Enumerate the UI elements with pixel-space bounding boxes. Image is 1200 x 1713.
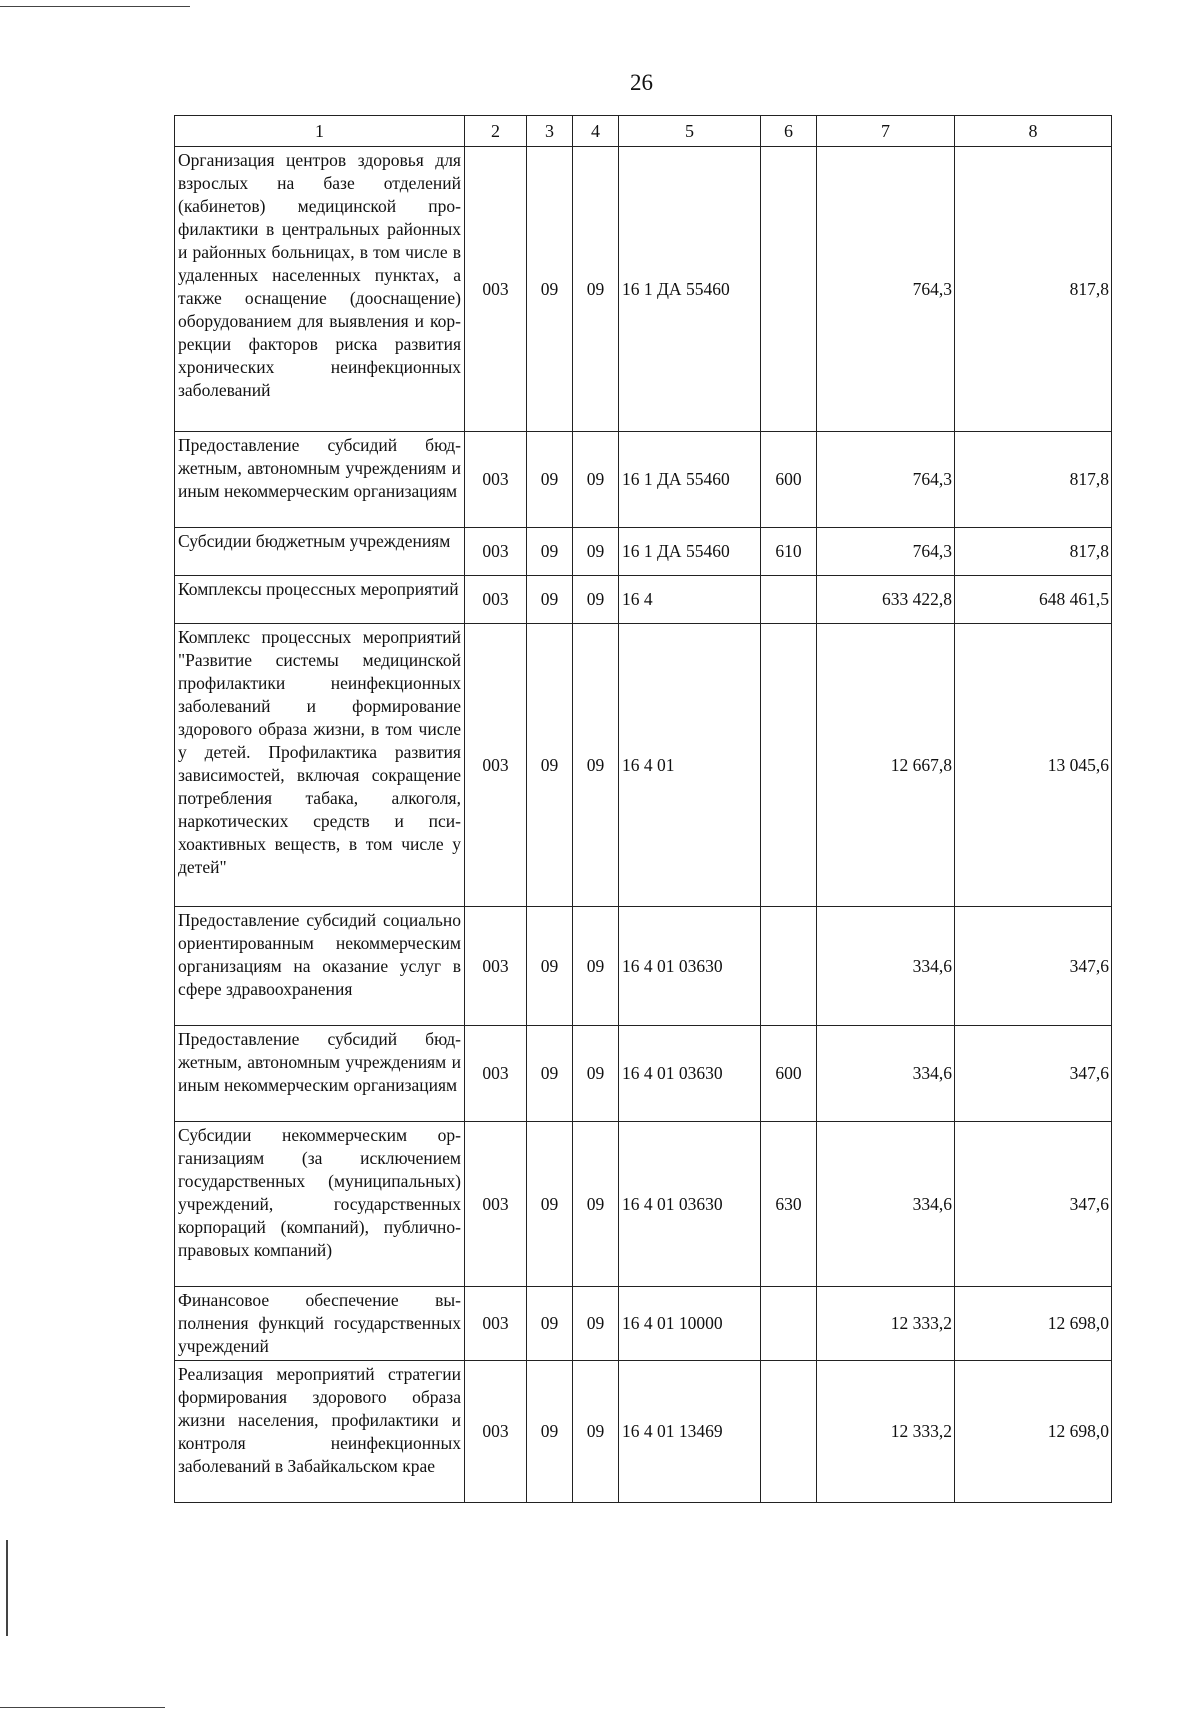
- expense-type-code: [761, 624, 817, 907]
- expense-type-code: [761, 907, 817, 1026]
- amount-col7: 764,3: [817, 432, 955, 528]
- table-row: [175, 576, 1112, 624]
- column-header-1: 1: [175, 116, 465, 147]
- row-name: Предоставление субсидий бюджетным, автономным учреждениям и иным некоммерческим организациям: [175, 432, 465, 528]
- left-scan-line: [6, 1540, 8, 1636]
- amount-col8: 12 698,0: [955, 1287, 1112, 1361]
- column-header-8: 8: [955, 116, 1112, 147]
- ministry-code: 003: [465, 528, 527, 576]
- target-article-code: 16 4 01 10000: [619, 1287, 761, 1361]
- column-header-7: 7: [817, 116, 955, 147]
- column-header-4: 4: [573, 116, 619, 147]
- target-article-code: 16 4 01 03630: [619, 1026, 761, 1122]
- subsection-code: 09: [573, 1026, 619, 1122]
- row-name: Субсидии бюджетным учреждениям: [175, 528, 465, 576]
- expense-type-code: 610: [761, 528, 817, 576]
- target-article-code: 16 4 01 03630: [619, 907, 761, 1026]
- ministry-code: 003: [465, 624, 527, 907]
- row-name: Субсидии некоммерческим организациям (за исключением государственных (муниципальных) учреждений, государственных корпораций (компаний), публично-правовых компаний): [175, 1122, 465, 1287]
- amount-col7: 334,6: [817, 1026, 955, 1122]
- table-row: [175, 1287, 1112, 1361]
- expense-type-code: 600: [761, 1026, 817, 1122]
- ministry-code: 003: [465, 147, 527, 432]
- table-row: [175, 1026, 1112, 1122]
- amount-col8: 817,8: [955, 528, 1112, 576]
- target-article-code: 16 4 01: [619, 624, 761, 907]
- section-code: 09: [527, 1287, 573, 1361]
- subsection-code: 09: [573, 528, 619, 576]
- ministry-code: 003: [465, 1361, 527, 1503]
- amount-col8: 347,6: [955, 907, 1112, 1026]
- amount-col7: 633 422,8: [817, 576, 955, 624]
- section-code: 09: [527, 1026, 573, 1122]
- ministry-code: 003: [465, 1026, 527, 1122]
- amount-col7: 334,6: [817, 1122, 955, 1287]
- expense-type-code: [761, 576, 817, 624]
- row-name: Предоставление субсидий социально ориентированным некоммерческим организациям на оказание услуг в сфере здравоохранения: [175, 907, 465, 1026]
- expense-type-code: [761, 1287, 817, 1361]
- row-name: Комплексы процессных мероприятий: [175, 576, 465, 624]
- subsection-code: 09: [573, 147, 619, 432]
- table-row: [175, 528, 1112, 576]
- target-article-code: 16 4 01 03630: [619, 1122, 761, 1287]
- table-row: [175, 147, 1112, 432]
- amount-col8: 13 045,6: [955, 624, 1112, 907]
- table-row: [175, 907, 1112, 1026]
- section-code: 09: [527, 624, 573, 907]
- column-header-5: 5: [619, 116, 761, 147]
- row-name: Реализация мероприятий стратегии формирования здорового образа жизни населения, профилактики и контроля неинфекционных заболеваний в Забайкальском крае: [175, 1361, 465, 1503]
- amount-col8: 12 698,0: [955, 1361, 1112, 1503]
- subsection-code: 09: [573, 907, 619, 1026]
- amount-col7: 334,6: [817, 907, 955, 1026]
- expense-type-code: 630: [761, 1122, 817, 1287]
- target-article-code: 16 1 ДА 55460: [619, 528, 761, 576]
- bottom-left-scan-line: [0, 1707, 165, 1708]
- ministry-code: 003: [465, 576, 527, 624]
- subsection-code: 09: [573, 576, 619, 624]
- ministry-code: 003: [465, 907, 527, 1026]
- section-code: 09: [527, 147, 573, 432]
- section-code: 09: [527, 432, 573, 528]
- amount-col8: 817,8: [955, 432, 1112, 528]
- amount-col8: 648 461,5: [955, 576, 1112, 624]
- column-header-3: 3: [527, 116, 573, 147]
- table-header-row: [175, 116, 1112, 147]
- subsection-code: 09: [573, 624, 619, 907]
- table-row: [175, 624, 1112, 907]
- amount-col7: 12 333,2: [817, 1361, 955, 1503]
- section-code: 09: [527, 1361, 573, 1503]
- row-name: Финансовое обеспечение выполнения функций государственных учреждений: [175, 1287, 465, 1361]
- amount-col7: 764,3: [817, 147, 955, 432]
- expense-type-code: [761, 1361, 817, 1503]
- amount-col8: 347,6: [955, 1122, 1112, 1287]
- ministry-code: 003: [465, 432, 527, 528]
- section-code: 09: [527, 576, 573, 624]
- column-header-2: 2: [465, 116, 527, 147]
- subsection-code: 09: [573, 1361, 619, 1503]
- section-code: 09: [527, 528, 573, 576]
- top-left-scan-line: [0, 6, 190, 7]
- subsection-code: 09: [573, 1122, 619, 1287]
- budget-table: [174, 115, 1112, 1503]
- expense-type-code: [761, 147, 817, 432]
- table-row: [175, 1122, 1112, 1287]
- target-article-code: 16 1 ДА 55460: [619, 432, 761, 528]
- amount-col7: 12 667,8: [817, 624, 955, 907]
- section-code: 09: [527, 907, 573, 1026]
- column-header-6: 6: [761, 116, 817, 147]
- row-name: Предоставление субсидий бюджетным, автономным учреждениям и иным некоммерческим организациям: [175, 1026, 465, 1122]
- row-name: Организация центров здоровья для взрослых на базе отделений (кабинетов) медицинской профилактики в центральных районных и районных больницах, в том числе в удаленных населенных пунктах, а также оснащение (дооснащение) оборудованием для выявления и коррекции факторов риска развития хронических неинфекционных заболеваний: [175, 147, 465, 432]
- amount-col7: 12 333,2: [817, 1287, 955, 1361]
- row-name: Комплекс процессных мероприятий "Развитие системы медицинской профилактики неинфекционных заболеваний и формирование здорового образа жизни, в том числе у детей. Профилактика развития зависимостей, включая сокращение потребления табака, алкоголя, наркотических средств и психоактивных веществ, в том числе у детей": [175, 624, 465, 907]
- amount-col8: 817,8: [955, 147, 1112, 432]
- budget-table-container: [174, 115, 1111, 1503]
- table-row: [175, 432, 1112, 528]
- table-row: [175, 1361, 1112, 1503]
- subsection-code: 09: [573, 432, 619, 528]
- expense-type-code: 600: [761, 432, 817, 528]
- target-article-code: 16 4: [619, 576, 761, 624]
- section-code: 09: [527, 1122, 573, 1287]
- ministry-code: 003: [465, 1122, 527, 1287]
- ministry-code: 003: [465, 1287, 527, 1361]
- target-article-code: 16 4 01 13469: [619, 1361, 761, 1503]
- amount-col7: 764,3: [817, 528, 955, 576]
- target-article-code: 16 1 ДА 55460: [619, 147, 761, 432]
- subsection-code: 09: [573, 1287, 619, 1361]
- amount-col8: 347,6: [955, 1026, 1112, 1122]
- page-number: 26: [630, 70, 653, 95]
